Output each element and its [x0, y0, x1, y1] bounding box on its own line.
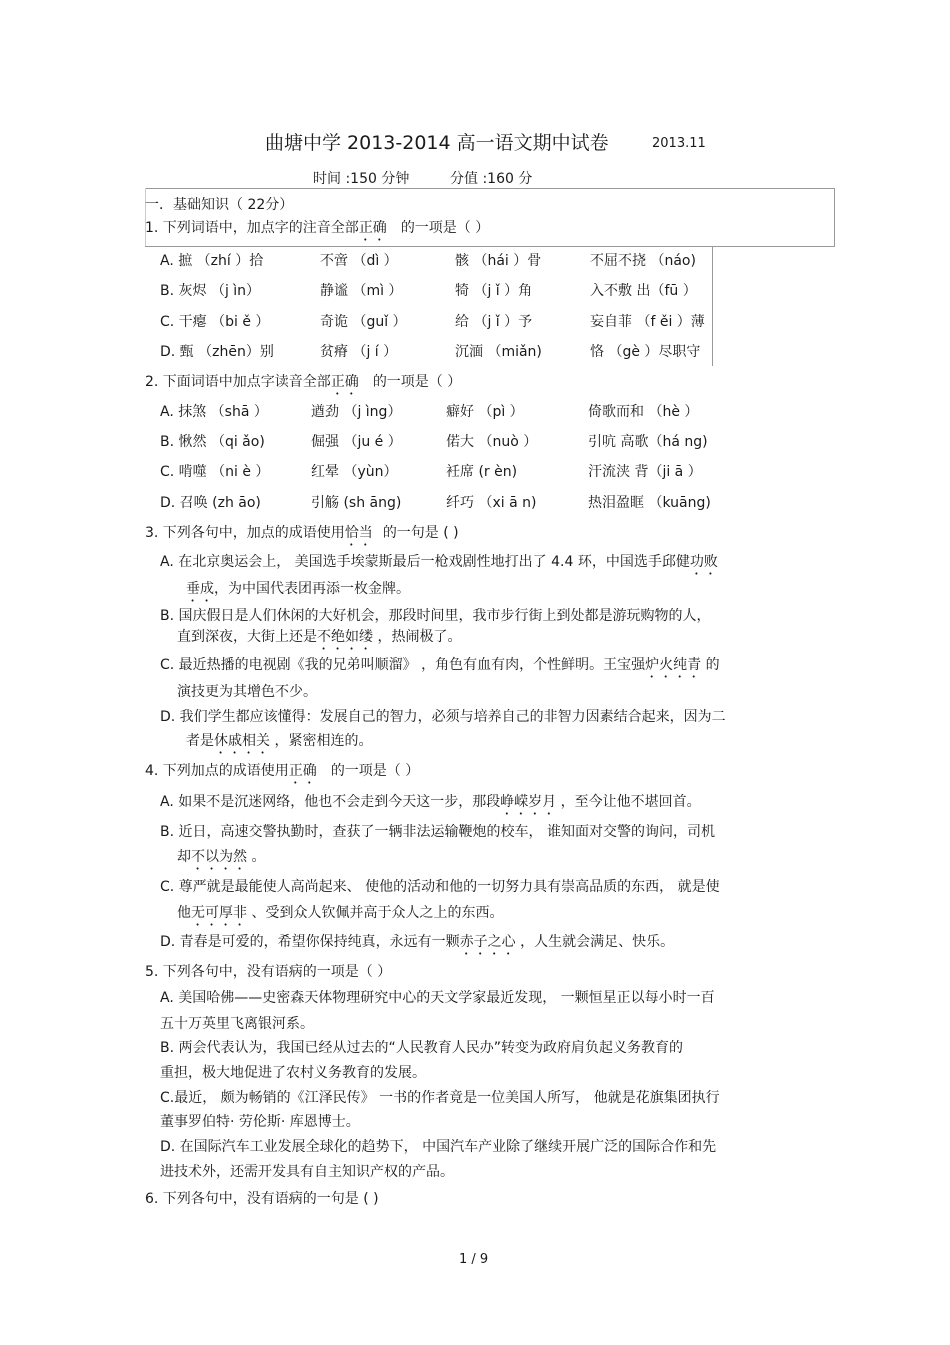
- option-cell: 静谧 （mì ）: [320, 283, 403, 299]
- question-4-option-b-cont: 却不以为然 。: [177, 849, 266, 865]
- question-5-option-d-cont: 进技术外，还需开发具有自主知识产权的产品。: [160, 1164, 454, 1180]
- question-5-option-b: B. 两会代表认为，我国已经从过去的“人民教育人民办”转变为政府肩负起义务教育的: [160, 1040, 684, 1056]
- question-3-option-a: A. 在北京奥运会上， 美国选手埃蒙斯最后一枪戏剧性地打出了 4.4 环，中国选手邱健功败: [160, 554, 718, 570]
- option-cell: 妄自菲 （f ěi ）薄: [590, 314, 705, 330]
- option-cell: 犄 （j ǐ ）角: [455, 283, 533, 299]
- section-heading: 一．基础知识（ 22分）: [145, 197, 294, 213]
- question-3-option-a-cont: 垂成，为中国代表团再添一枚金牌。: [186, 581, 410, 597]
- question-3-option-b-cont: 直到深夜，大街上还是不绝如缕 ，热闹极了。: [177, 629, 462, 645]
- page-number: 1 / 9: [459, 1252, 489, 1267]
- option-cell: 给 （j ǐ ）予: [455, 314, 533, 330]
- option-cell: 恪 （gè ）尽职守: [590, 344, 701, 360]
- option-cell: 红晕 （yùn）: [311, 464, 398, 480]
- question-4-option-a: A. 如果不是沉迷网络，他也不会走到今天这一步，那段峥嵘岁月 ，至今让他不堪回首。: [160, 794, 701, 810]
- question-4-option-b: B. 近日，高速交警执勤时，查获了一辆非法运输鞭炮的校车， 谁知面对交警的询问，司机: [160, 824, 715, 840]
- question-5-option-c: C.最近， 颇为畅销的《江泽民传》 一书的作者竟是一位美国人所写， 他就是花旗集团执行: [160, 1090, 720, 1106]
- question-5-stem: 5. 下列各句中，没有语病的一项是（ ）: [145, 964, 392, 980]
- exam-time: 时间 :150 分钟: [313, 171, 410, 187]
- option-cell: 癖好 （pì ）: [446, 404, 524, 420]
- box-line-top: [145, 188, 835, 189]
- question-3-option-d: D. 我们学生都应该懂得：发展自己的智力，必须与培养自己的非智力因素结合起来，因为二: [160, 709, 726, 725]
- option-cell: A. 抹煞 （shā ）: [160, 404, 268, 420]
- option-cell: 汗流浃 背（ji ā ）: [588, 464, 702, 480]
- question-3-option-d-cont: 者是休戚相关 ，紧密相连的。: [186, 733, 373, 749]
- exam-title: 曲塘中学 2013-2014 高一语文期中试卷: [265, 132, 609, 154]
- option-cell: 热泪盈眶 （kuāng): [588, 495, 711, 511]
- option-cell: 倚歌而和 （hè ）: [588, 404, 699, 420]
- option-cell: C. 干瘪 （bi ě ）: [160, 314, 270, 330]
- option-cell: 不屈不挠 （náo): [590, 253, 696, 269]
- option-cell: A. 摭 （zhí ）拾: [160, 253, 264, 269]
- question-1-stem: 1. 下列词语中，加点字的注音全部正确 的一项是（ ）: [145, 220, 490, 236]
- question-3-option-c: C. 最近热播的电视剧《我的兄弟叫顺溜》 ，角色有血有肉，个性鲜明。王宝强炉火纯青 的: [160, 657, 720, 673]
- option-cell: 贫瘠 （j í ）: [320, 344, 398, 360]
- table-line-right: [712, 246, 713, 366]
- question-5-option-d: D. 在国际汽车工业发展全球化的趋势下， 中国汽车产业除了继续开展广泛的国际合作和先: [160, 1139, 717, 1155]
- option-cell: 入不敷 出（fū ）: [590, 283, 697, 299]
- option-cell: D. 甄 （zhēn）别: [160, 344, 274, 360]
- question-6-stem: 6. 下列各句中，没有语病的一句是 ( ): [145, 1191, 379, 1207]
- question-3-option-c-cont: 演技更为其增色不少。: [177, 684, 317, 700]
- question-4-stem: 4. 下列加点的成语使用正确 的一项是（ ）: [145, 763, 420, 779]
- question-5-option-a-cont: 五十万英里飞离银河系。: [160, 1016, 314, 1032]
- option-cell: 不啻 （dì ）: [320, 253, 398, 269]
- option-cell: 骸 （hái ）骨: [455, 253, 542, 269]
- option-cell: D. 召唤 (zh āo): [160, 495, 261, 511]
- question-4-option-c: C. 尊严就是最能使人高尚起来、 使他的活动和他的一切努力具有崇高品质的东西， 就是使: [160, 879, 720, 895]
- question-5-option-a: A. 美国哈佛——史密森天体物理研究中心的天文学家最近发现， 一颗恒星正以每小时一百: [160, 990, 715, 1006]
- option-cell: 沉湎 （miǎn): [455, 344, 542, 360]
- box-line-bottom: [145, 246, 835, 247]
- option-cell: 纤巧 （xi ā n): [446, 495, 537, 511]
- option-cell: 倔强 （ju é ）: [311, 434, 402, 450]
- question-3-option-b: B. 国庆假日是人们休闲的大好机会，那段时间里，我市步行街上到处都是游玩购物的人，: [160, 608, 711, 624]
- option-cell: B. 灰烬 （j ìn）: [160, 283, 261, 299]
- option-cell: 衽席 (r èn): [446, 464, 518, 480]
- exam-score: 分值 :160 分: [450, 171, 533, 187]
- option-cell: 遒劲 （j ìng）: [311, 404, 402, 420]
- question-3-stem: 3. 下列各句中，加点的成语使用恰当 的一句是 ( ): [145, 525, 459, 541]
- question-5-option-c-cont: 董事罗伯特· 劳伦斯· 库恩博士。: [160, 1114, 360, 1130]
- option-cell: B. 愀然 （qi ǎo): [160, 434, 265, 450]
- option-cell: C. 啃噬 （ni è ）: [160, 464, 270, 480]
- option-cell: 奇诡 （guǐ ）: [320, 314, 407, 330]
- exam-date: 2013.11: [652, 136, 706, 151]
- option-cell: 引觞 (sh āng): [311, 495, 402, 511]
- question-4-option-d: D. 青春是可爱的，希望你保持纯真，永远有一颗赤子之心 ，人生就会满足、快乐。: [160, 934, 675, 950]
- option-cell: 偌大 （nuò ）: [446, 434, 538, 450]
- box-line-right: [834, 188, 835, 246]
- question-2-stem: 2. 下面词语中加点字读音全部正确 的一项是（ ）: [145, 374, 462, 390]
- question-4-option-c-cont: 他无可厚非 、受到众人钦佩并高于众人之上的东西。: [177, 905, 504, 921]
- question-5-option-b-cont: 重担，极大地促进了农村义务教育的发展。: [160, 1065, 426, 1081]
- option-cell: 引吭 高歌（há ng): [588, 434, 708, 450]
